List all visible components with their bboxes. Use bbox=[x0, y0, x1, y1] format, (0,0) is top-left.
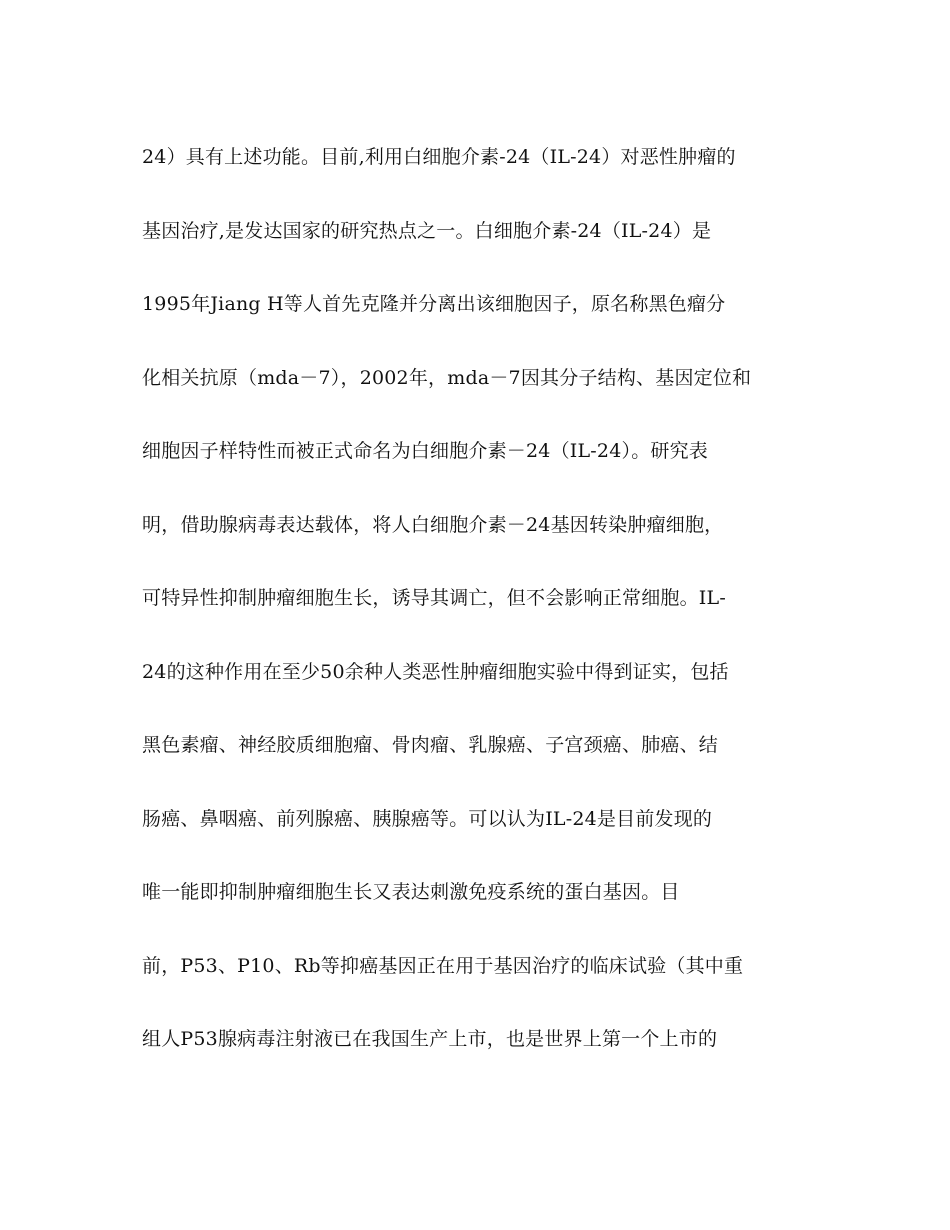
body-paragraph bbox=[142, 134, 812, 1090]
text-line: 唯一能即抑制肿瘤细胞生长又表达刺激免疫系统的蛋白基因。目 bbox=[142, 881, 680, 903]
text-line: 化相关抗原（mda－7），2002年，mda－7因其分子结构、基因定位和 bbox=[142, 366, 752, 389]
text-line: 1995年Jiang H等人首先克隆并分离出该细胞因子，原名称黑色瘤分 bbox=[142, 293, 726, 315]
text-line: 前，P53、P10、Rb等抑癌基因正在用于基因治疗的临床试验（其中重 bbox=[142, 954, 744, 977]
text-line: 24）具有上述功能。目前,利用白细胞介素-24（IL-24）对恶性肿瘤的 bbox=[142, 146, 736, 168]
text-line: 可特异性抑制肿瘤细胞生长，诱导其调亡，但不会影响正常细胞。IL- bbox=[142, 587, 726, 609]
text-line: 肠癌、鼻咽癌、前列腺癌、胰腺癌等。可以认为IL-24是目前发现的 bbox=[142, 807, 713, 830]
text-line: 24的这种作用在至少50余种人类恶性肿瘤细胞实验中得到证实，包括 bbox=[142, 660, 729, 683]
text-line: 组人P53腺病毒注射液已在我国生产上市，也是世界上第一个上市的 bbox=[142, 1028, 718, 1050]
text-line: 黑色素瘤、神经胶质细胞瘤、骨肉瘤、乳腺癌、子宫颈癌、肺癌、结 bbox=[142, 734, 719, 756]
text-line: 基因治疗,是发达国家的研究热点之一。白细胞介素-24（IL-24）是 bbox=[142, 219, 712, 242]
text-line: 明，借助腺病毒表达载体，将人白细胞介素－24基因转染肿瘤细胞， bbox=[142, 513, 724, 536]
text-line: 细胞因子样特性而被正式命名为白细胞介素－24（IL-24）。研究表 bbox=[142, 440, 708, 462]
